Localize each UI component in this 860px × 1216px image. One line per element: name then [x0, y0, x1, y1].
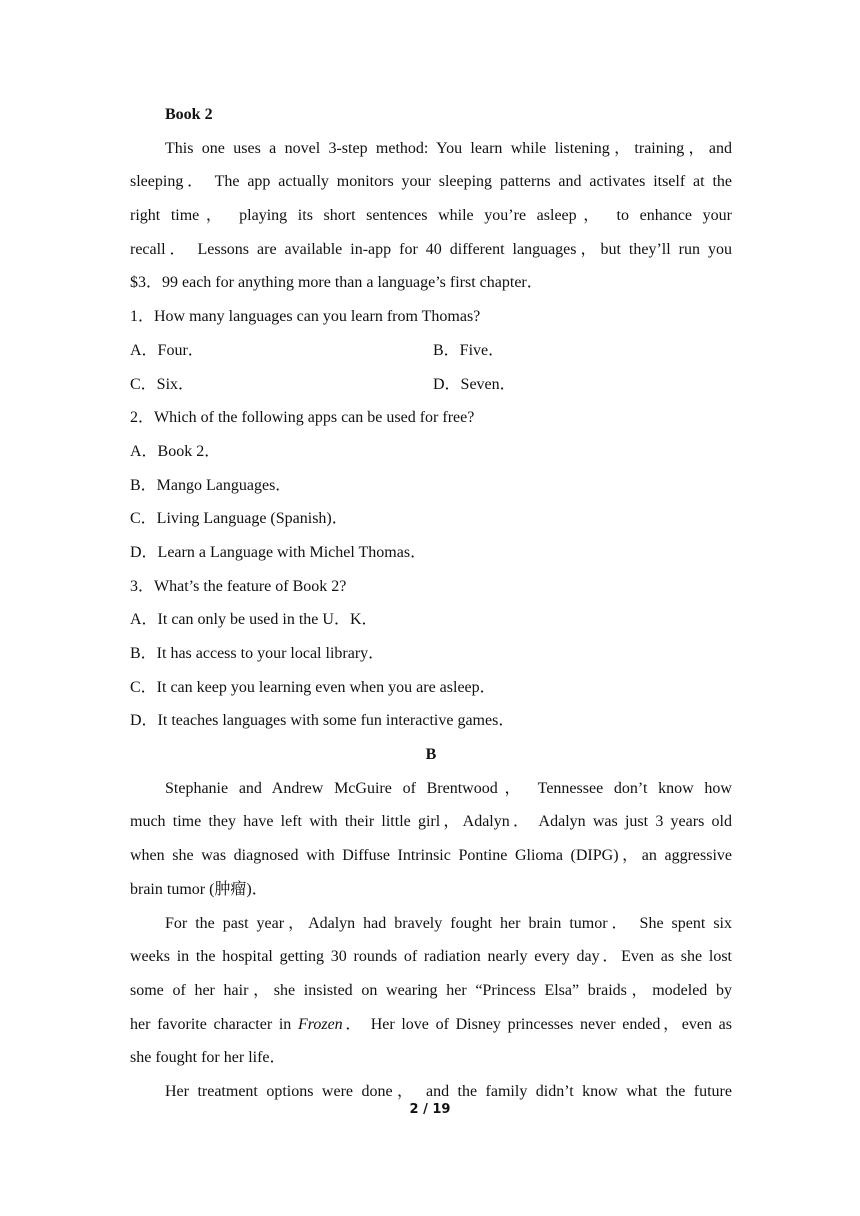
question-1-option-b: B．Five．	[433, 341, 505, 359]
book2-title: Book 2	[165, 106, 213, 123]
question-1-option-c: C．Six．	[130, 375, 195, 393]
p2-line-4-after: ． Her love of Disney princesses never ended，even as	[342, 1015, 732, 1033]
p2-line-4-before: her favorite character in	[130, 1015, 298, 1033]
document-page	[130, 98, 732, 1109]
section-b-p2-line-4	[130, 1008, 732, 1042]
section-b-p3-line-1: Her treatment options were done， and the family didn’t know what the future	[165, 1082, 732, 1100]
book2-line-2: sleeping． The app actually monitors your sleeping patterns and activates itself at the	[130, 173, 732, 191]
question-3-option-c: C．It can keep you learning even when you are asleep．	[130, 678, 496, 696]
page-number: 2 / 19	[409, 1102, 451, 1117]
section-b-p1-line-1: Stephanie and Andrew McGuire of Brentwood， Tennessee don’t know how	[165, 779, 732, 797]
question-2-option-c: C．Living Language (Spanish)．	[130, 510, 348, 528]
frozen-title: Frozen	[297, 1015, 343, 1033]
question-3-option-a: A．It can only be used in the U．K．	[130, 611, 378, 629]
section-b-p2-line-3: some of her hair，she insisted on wearing her “Princess Elsa” braids，modeled by	[130, 981, 732, 999]
question-1-options-row-1	[130, 334, 732, 368]
book2-line-3: right time， playing its short sentences while you’re asleep， to enhance your	[130, 207, 732, 225]
book2-line-4: recall． Lessons are available in-app for 40 different languages，but they’ll run you	[130, 240, 732, 258]
question-1-option-a: A．Four．	[130, 341, 204, 359]
question-2-option-d: D．Learn a Language with Michel Thomas．	[130, 543, 427, 561]
question-2-option-b: B．Mango Languages．	[130, 476, 292, 494]
question-1: 1．How many languages can you learn from Thomas?	[130, 308, 481, 326]
question-3-option-d: D．It teaches languages with some fun interactive games．	[130, 712, 515, 730]
section-b-p2-line-1: For the past year，Adalyn had bravely fought her brain tumor． She spent six	[165, 914, 732, 932]
section-b-heading: B	[425, 746, 437, 764]
question-2-option-a: A．Book 2．	[130, 442, 221, 460]
section-b-p1-line-2: much time they have left with their little girl，Adalyn． Adalyn was just 3 years old	[130, 813, 732, 831]
book2-line-1: This one uses a novel 3-step method: You learn while listening，training，and	[165, 139, 732, 157]
question-1-options-row-2	[130, 368, 732, 402]
section-b-p1-line-3: when she was diagnosed with Diffuse Intrinsic Pontine Glioma (DIPG)，an aggressive	[130, 847, 732, 865]
section-b-p1-line-4: brain tumor (肿瘤)．	[130, 880, 268, 898]
question-2: 2．Which of the following apps can be used for free?	[130, 409, 475, 427]
question-3-option-b: B．It has access to your local library．	[130, 645, 385, 662]
question-3: 3．What’s the feature of Book 2?	[130, 577, 347, 595]
question-1-option-d: D．Seven．	[433, 375, 516, 393]
book2-line-5: $3．99 each for anything more than a language’s first chapter．	[130, 274, 543, 292]
section-b-p2-line-2: weeks in the hospital getting 30 rounds of radiation nearly every day．Even as she lost	[130, 948, 732, 966]
section-b-p2-line-5: she fought for her life．	[130, 1049, 286, 1067]
